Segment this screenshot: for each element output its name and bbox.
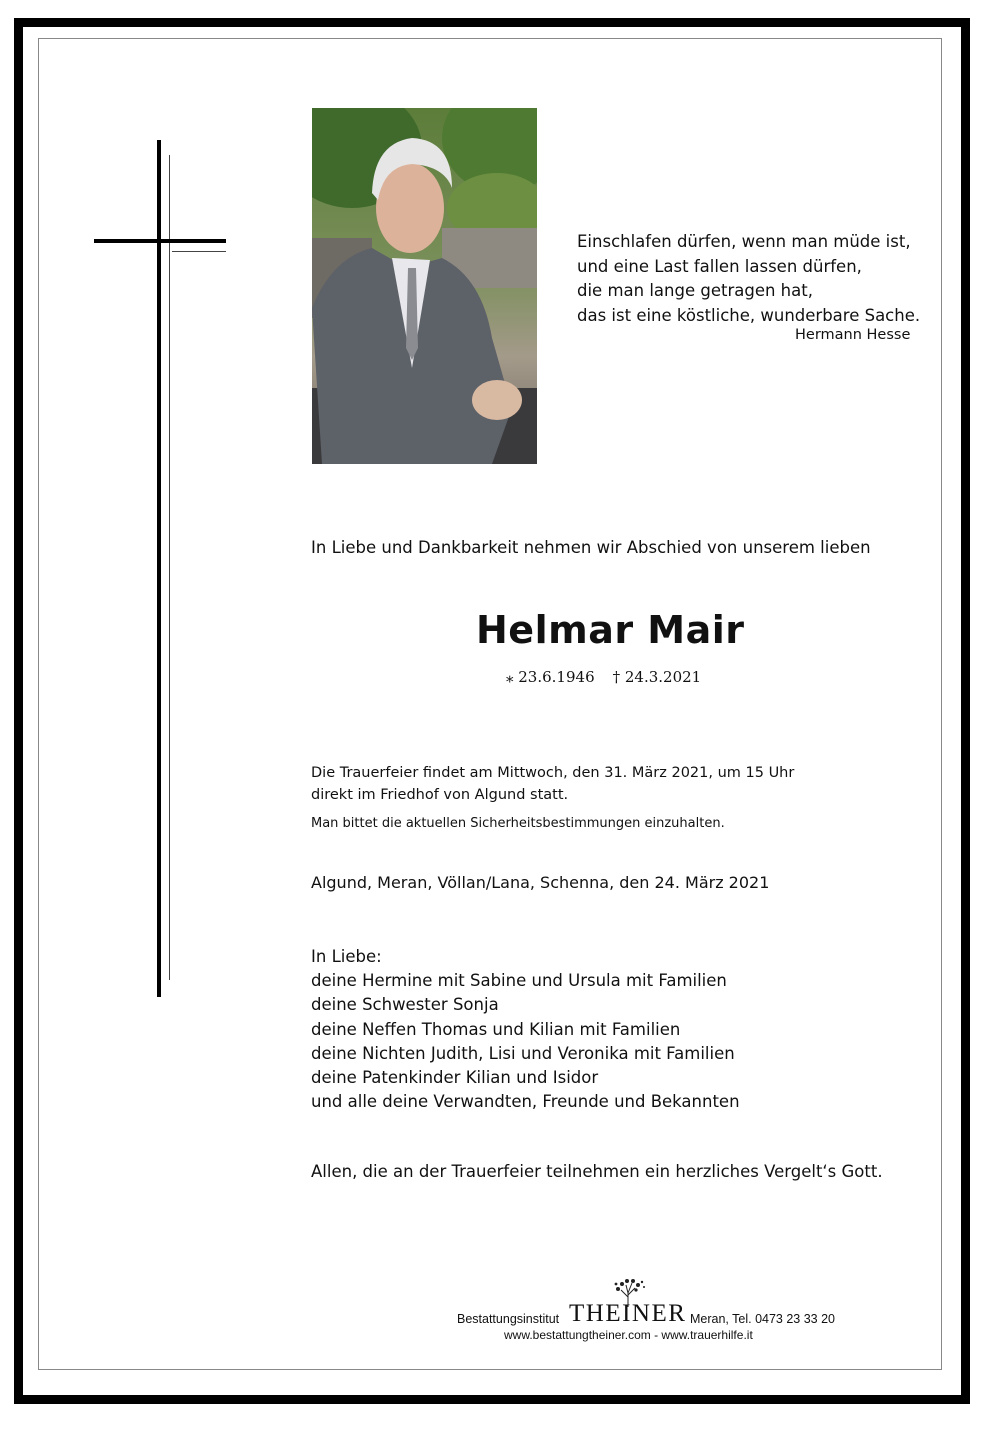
quote-line: die man lange getragen hat, [577, 281, 813, 300]
list-item: In Liebe: [311, 947, 382, 966]
deceased-name: Helmar Mair [476, 608, 745, 652]
quote-block [577, 230, 937, 328]
quote-line: Einschlafen dürfen, wenn man müde ist, [577, 232, 911, 251]
footer-brand: THEINER [569, 1300, 687, 1327]
ceremony-line: Die Trauerfeier findet am Mittwoch, den 31. März 2021, um 15 Uhr [311, 765, 795, 781]
cross-inner-line-horizontal [172, 251, 226, 252]
footer-company: Bestattungsinstitut [457, 1312, 560, 1326]
life-dates [506, 668, 719, 686]
cross-inner-line-vertical [169, 155, 170, 980]
cross-icon [157, 140, 161, 997]
list-item: deine Patenkinder Kilian und Isidor [311, 1068, 599, 1088]
footer-phone: Meran, Tel. 0473 23 33 20 [690, 1312, 836, 1326]
ceremony-info [311, 762, 794, 806]
list-item: deine Hermine mit Sabine und Ursula mit Familien [311, 971, 727, 991]
quote-line: das ist eine köstliche, wunderbare Sache. [577, 305, 921, 325]
footer-web: www.bestattungtheiner.com - www.trauerhilfe.it [504, 1328, 753, 1342]
portrait-photo [312, 108, 537, 464]
list-item: deine Neffen Thomas und Kilian mit Familien [311, 1019, 681, 1039]
list-item: deine Nichten Judith, Lisi und Veronika mit Familien [311, 1043, 735, 1063]
place-date: Algund, Meran, Völlan/Lana, Schenna, den 24. März 2021 [311, 873, 770, 892]
birth-date: ⁎ 23.6.1946 [506, 668, 595, 686]
family-list [311, 945, 740, 1114]
quote-author: Hermann Hesse [795, 327, 911, 343]
thanks-text: Allen, die an der Trauerfeier teilnehmen ein herzliches Vergelt‘s Gott. [311, 1162, 883, 1181]
list-item: deine Schwester Sonja [311, 995, 499, 1015]
quote-line: und eine Last fallen lassen dürfen, [577, 256, 862, 276]
list-item: und alle deine Verwandten, Freunde und Bekannten [311, 1092, 740, 1112]
safety-note: Man bittet die aktuellen Sicherheitsbestimmungen einzuhalten. [311, 816, 725, 831]
cross-crossbar [94, 239, 226, 243]
intro-text: In Liebe und Dankbarkeit nehmen wir Abschied von unserem lieben [311, 538, 871, 557]
ceremony-line: direkt im Friedhof von Algund statt. [311, 787, 569, 803]
death-date: † 24.3.2021 [612, 668, 702, 686]
